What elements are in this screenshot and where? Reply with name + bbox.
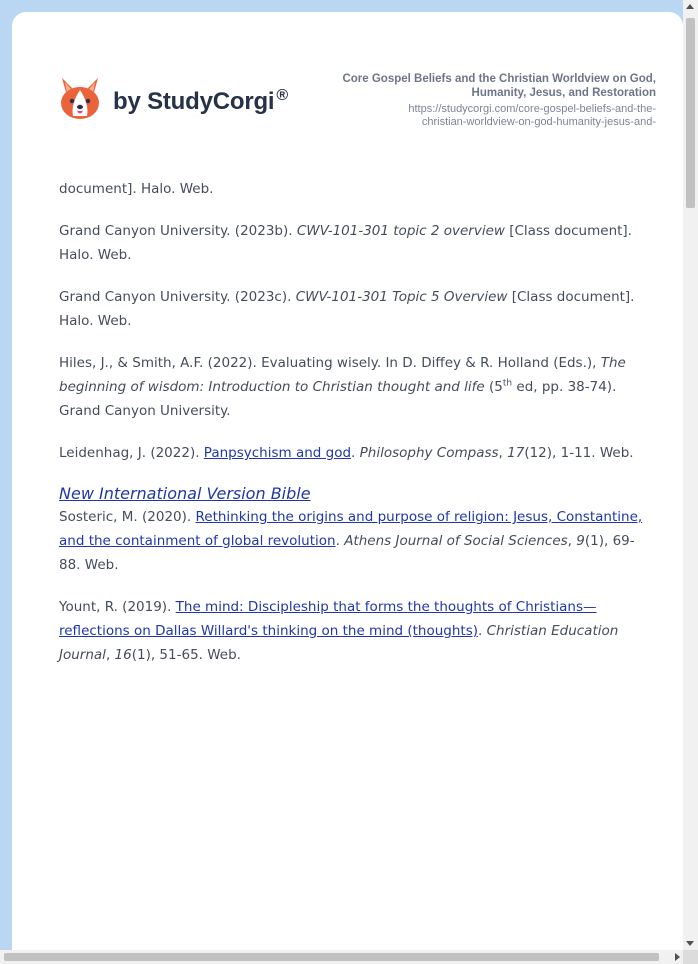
reference-item: Grand Canyon University. (2023b). CWV-101-301 topic 2 overview [Class document]. Halo. Web. bbox=[59, 223, 632, 263]
horizontal-scroll-thumb[interactable] bbox=[4, 953, 659, 961]
document-page bbox=[12, 12, 683, 952]
reference-item: Leidenhag, J. (2022). Panpsychism and god. Philosophy Compass, 17(12), 1-11. Web. bbox=[59, 445, 634, 461]
registered-mark: ® bbox=[276, 86, 288, 104]
vertical-scrollbar[interactable] bbox=[683, 0, 698, 950]
horizontal-scrollbar[interactable] bbox=[0, 950, 683, 964]
scroll-right-icon[interactable] bbox=[675, 953, 680, 961]
reference-list bbox=[59, 177, 649, 685]
logo-text: by StudyCorgi ® bbox=[113, 86, 288, 115]
scrollbar-corner bbox=[683, 950, 698, 964]
reference-item: Yount, R. (2019). The mind: Discipleship that forms the thoughts of Christians—reflections on Dallas Willard's thinking on the mind (thoughts). Christian Education Journal, 16(1), 51-65. Web. bbox=[59, 599, 619, 663]
reference-item: Hiles, J., & Smith, A.F. (2022). Evaluating wisely. In D. Diffey & R. Holland (Eds.), The beginning of wisdom: Introduction to Christian thought and life (5th ed, pp. 38-74). Grand Canyon University. bbox=[59, 355, 626, 419]
document-meta bbox=[316, 72, 656, 129]
reference-item: Grand Canyon University. (2023c). CWV-101-301 Topic 5 Overview [Class document]. Halo. Web. bbox=[59, 289, 635, 329]
reference-item: document]. Halo. Web. bbox=[59, 181, 214, 197]
page-header bbox=[59, 72, 656, 142]
scroll-down-icon[interactable] bbox=[686, 941, 694, 946]
scroll-up-icon[interactable] bbox=[686, 4, 694, 9]
document-title: Core Gospel Beliefs and the Christian Worldview on God, Humanity, Jesus, and Restoration bbox=[342, 73, 656, 99]
corgi-icon bbox=[59, 76, 101, 120]
vertical-scroll-thumb[interactable] bbox=[686, 18, 695, 208]
reference-item: Sosteric, M. (2020). Rethinking the origins and purpose of religion: Jesus, Constantine, and the containment of global revolution. Athens Journal of Social Sciences, 9(1), 69-88. Web. bbox=[59, 509, 643, 573]
section-heading-link[interactable]: New International Version Bible bbox=[59, 484, 311, 503]
reference-link[interactable]: Panpsychism and god bbox=[203, 445, 352, 461]
document-url[interactable]: https://studycorgi.com/core-gospel-beliefs-and-the- christian-worldview-on-god-humanity-jesus-and- bbox=[408, 103, 656, 128]
reference-link[interactable]: Rethinking the origins and purpose of religion: Jesus, Constantine, and the containment of global revolution bbox=[59, 509, 643, 549]
reference-link[interactable]: The mind: Discipleship that forms the thoughts of Christians—reflections on Dallas Willard's thinking on the mind (thoughts) bbox=[59, 599, 597, 639]
studycorgi-logo[interactable] bbox=[59, 76, 288, 120]
